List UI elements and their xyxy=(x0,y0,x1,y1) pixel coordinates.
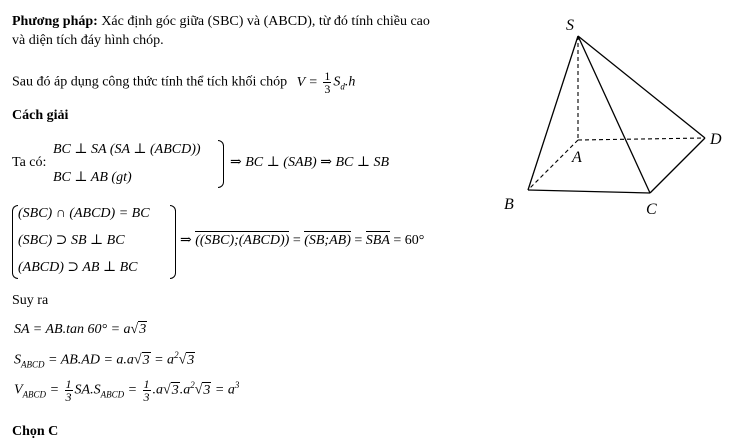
v-frac-1-num: 1 xyxy=(65,377,72,391)
pyramid-figure xyxy=(500,10,730,230)
formula-fraction xyxy=(323,70,331,95)
method-line-1 xyxy=(12,14,430,30)
sa-text: SA = AB.tan 60° = a xyxy=(14,322,131,337)
v-sa: SA.S xyxy=(74,382,101,398)
taco-label: Ta có: xyxy=(12,155,47,170)
label-c: C xyxy=(646,201,657,218)
v-sqrt-2: 3 xyxy=(203,382,211,398)
s-lhs: S xyxy=(14,352,21,368)
edge-sc xyxy=(578,36,650,193)
sa-sqrt: 3 xyxy=(139,322,147,337)
line-sabcd: $S_{ABCD} = AB.AD = a.a√3 = a^2√3$ xyxy=(14,350,195,370)
method-formula-line xyxy=(12,70,355,95)
angle-eq-2: = xyxy=(350,233,366,248)
edge-sb xyxy=(528,36,578,190)
v-lhs: V xyxy=(14,382,23,398)
sys-1: (SBC) ∩ (ABCD) = BC xyxy=(18,206,150,221)
line-v: $V_{ABCD}$ = $\frac{1}{3}$ $SA.S_{ABCD}$ = $\frac{1}{3}$ $.a√3.a^2√3 = a^3$ xyxy=(14,377,240,404)
angle-line xyxy=(180,233,424,249)
angle-eq-1: = xyxy=(289,233,305,248)
formula-sub: d xyxy=(340,81,345,92)
v-end: = a xyxy=(211,382,235,398)
formula-num: 1 xyxy=(324,69,331,83)
s-sq: 2 xyxy=(174,350,179,360)
v-frac-1 xyxy=(65,378,73,403)
method-text-2: và diện tích đáy hình chóp. xyxy=(12,33,164,48)
s-sqrt-2: 3 xyxy=(187,352,195,368)
label-d: D xyxy=(710,131,722,148)
angle-planes: ((SBC);(ABCD)) xyxy=(195,233,290,248)
angle-lines: (SB;AB) xyxy=(304,233,351,248)
label-a: A xyxy=(572,149,582,166)
v-sa-sub: ABCD xyxy=(100,389,125,400)
answer: Chọn C xyxy=(12,424,59,439)
line-sa: SA = AB.tan 60° = a√3 xyxy=(14,322,147,337)
formula-tail: .h xyxy=(344,74,356,90)
edge-cd xyxy=(650,138,705,193)
brace-1 xyxy=(218,140,224,188)
v-sq: 2 xyxy=(190,380,195,391)
edge-bc xyxy=(528,190,650,193)
v-sub: ABCD xyxy=(22,389,47,400)
v-sqrt-1: 3 xyxy=(171,382,179,398)
v-frac-2 xyxy=(143,378,151,403)
s-mid: = AB.AD = a.a xyxy=(44,352,134,368)
v-frac-1-den: 3 xyxy=(65,390,72,404)
label-b: B xyxy=(504,196,514,213)
formula-den: 3 xyxy=(324,82,331,96)
method-label: Phương pháp: xyxy=(12,14,98,29)
v-frac-2-den: 3 xyxy=(143,390,150,404)
formula-intro: Sau đó áp dụng công thức tính thể tích khối chóp xyxy=(12,74,288,90)
method-text-1: Xác định góc giữa (SBC) và (ABCD), từ đó tính chiều cao xyxy=(101,14,430,29)
s-mid-2: = a xyxy=(150,352,175,368)
sys-3: (ABCD) ⊃ AB ⊥ BC xyxy=(18,260,138,275)
solution-heading: Cách giải xyxy=(12,108,69,123)
cond-1: BC ⊥ SA (SA ⊥ (ABCD)) xyxy=(53,142,201,157)
s-sub: ABCD xyxy=(21,359,45,370)
cond-2: BC ⊥ AB (gt) xyxy=(53,170,132,185)
edge-ad-hidden xyxy=(578,138,705,140)
angle-arrow: ⇒ xyxy=(180,233,192,248)
brace-2-right xyxy=(170,205,176,279)
formula-s: S xyxy=(333,74,341,90)
edge-sd xyxy=(578,36,705,138)
v-dot: .a xyxy=(179,382,191,398)
formula-lhs: V = xyxy=(296,74,322,90)
label-s: S xyxy=(566,17,574,34)
v-frac-2-num: 1 xyxy=(143,377,150,391)
suyra: Suy ra xyxy=(12,293,49,308)
s-sqrt-1: 3 xyxy=(142,352,150,368)
angle-value: = 60° xyxy=(389,233,425,248)
v-a: .a xyxy=(152,382,164,398)
angle-sba: SBA xyxy=(365,233,390,248)
sys-2: (SBC) ⊃ SB ⊥ BC xyxy=(18,233,125,248)
conclusion-1: ⇒ BC ⊥ (SAB) ⇒ BC ⊥ SB xyxy=(230,155,390,170)
v-cube: 3 xyxy=(234,380,240,391)
